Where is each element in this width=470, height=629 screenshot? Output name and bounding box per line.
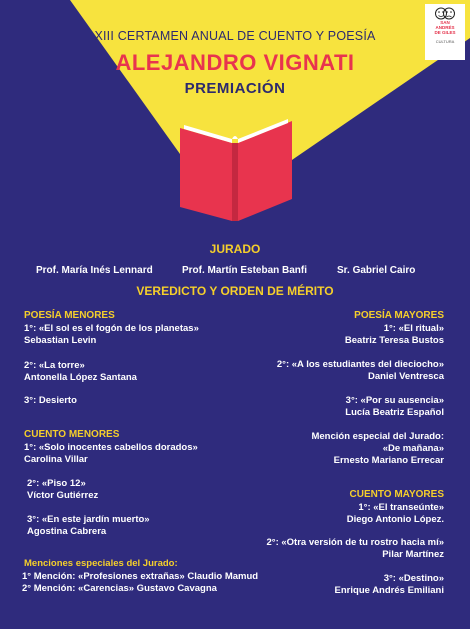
poesia-menores-third: 3°: Desierto [24,395,77,406]
cuento-mayores-first-author: Diego Antonio López. [346,514,444,525]
jury-member-2: Prof. Martín Esteban Banfi [182,265,308,276]
poesia-menores-first: 1°: «El sol es el fogón de los planetas» [24,323,199,334]
cuento-menores-first-author: Carolina Villar [24,454,88,465]
poesia-mayores-first: 1°: «El ritual» [383,323,444,334]
logo-line-2: ANDRÉS [435,25,455,30]
poesia-mayores-third: 3°: «Por su ausencia» [345,395,444,406]
poesia-mayores-title: POESÍA MAYORES [354,310,444,321]
event-title: XIII CERTAMEN ANUAL DE CUENTO Y POESÍA [94,29,376,43]
poesia-menores-title: POESÍA MENORES [24,310,115,321]
poesia-mayores-mencion-author: Ernesto Mariano Errecar [333,455,444,466]
cuento-mayores-second-author: Pilar Martínez [382,549,444,560]
cuento-mayores-title: CUENTO MAYORES [349,489,444,500]
poesia-mayores-second-author: Daniel Ventresca [367,371,444,382]
poesia-mayores-mencion-title: «De mañana» [382,443,444,454]
poesia-menores-first-author: Sebastian Levin [24,335,97,346]
cuento-mayores-second: 2°: «Otra versión de tu rostro hacia mí» [266,537,444,548]
poesia-menores-second-author: Antonella López Santana [24,372,137,383]
jury-member-1: Prof. María Inés Lennard [36,265,153,276]
cuento-mayores-third: 3°: «Destino» [383,573,444,584]
poesia-mayores-third-author: Lucía Beatriz Español [345,407,444,418]
cuento-menores-first: 1°: «Solo inocentes cabellos dorados» [24,442,198,453]
cuento-menores-second-author: Víctor Gutiérrez [27,490,99,501]
cuento-menores-title: CUENTO MENORES [24,429,120,440]
open-book-icon [170,103,300,223]
logo-line-1: SAN [440,20,450,25]
jury-member-3: Sr. Gabriel Cairo [337,265,416,276]
poesia-menores-second: 2°: «La torre» [24,360,85,371]
logo-line-4: CULTURA [435,39,455,44]
cuento-menores-third: 3°: «En este jardín muerto» [27,514,150,525]
honoree-name: ALEJANDRO VIGNATI [115,50,355,75]
mencion-second: 2° Mención: «Carencias» Gustavo Cavagna [22,583,217,594]
jurado-title: JURADO [209,242,261,256]
logo-line-3: DE GILES [434,30,456,35]
poesia-mayores-second: 2°: «A los estudiantes del dieciocho» [276,359,444,370]
mencion-first: 1° Mención: «Profesiones extrañas» Claudio Mamud [22,571,259,582]
veredicto-title: VEREDICTO Y ORDEN DE MÉRITO [136,284,334,298]
cuento-menores-third-author: Agostina Cabrera [27,526,107,537]
cuento-mayores-third-author: Enrique Andrés Emiliani [334,585,444,596]
poesia-mayores-first-author: Beatriz Teresa Bustos [344,335,444,346]
event-subtitle: PREMIACIÓN [184,80,286,97]
menciones-title: Menciones especiales del Jurado: [24,558,178,569]
poesia-mayores-mencion-label: Mención especial del Jurado: [311,431,444,442]
theater-masks-icon [434,7,456,20]
cuento-menores-second: 2°: «Piso 12» [27,478,86,489]
cuento-mayores-first: 1°: «El transeúnte» [358,502,444,513]
